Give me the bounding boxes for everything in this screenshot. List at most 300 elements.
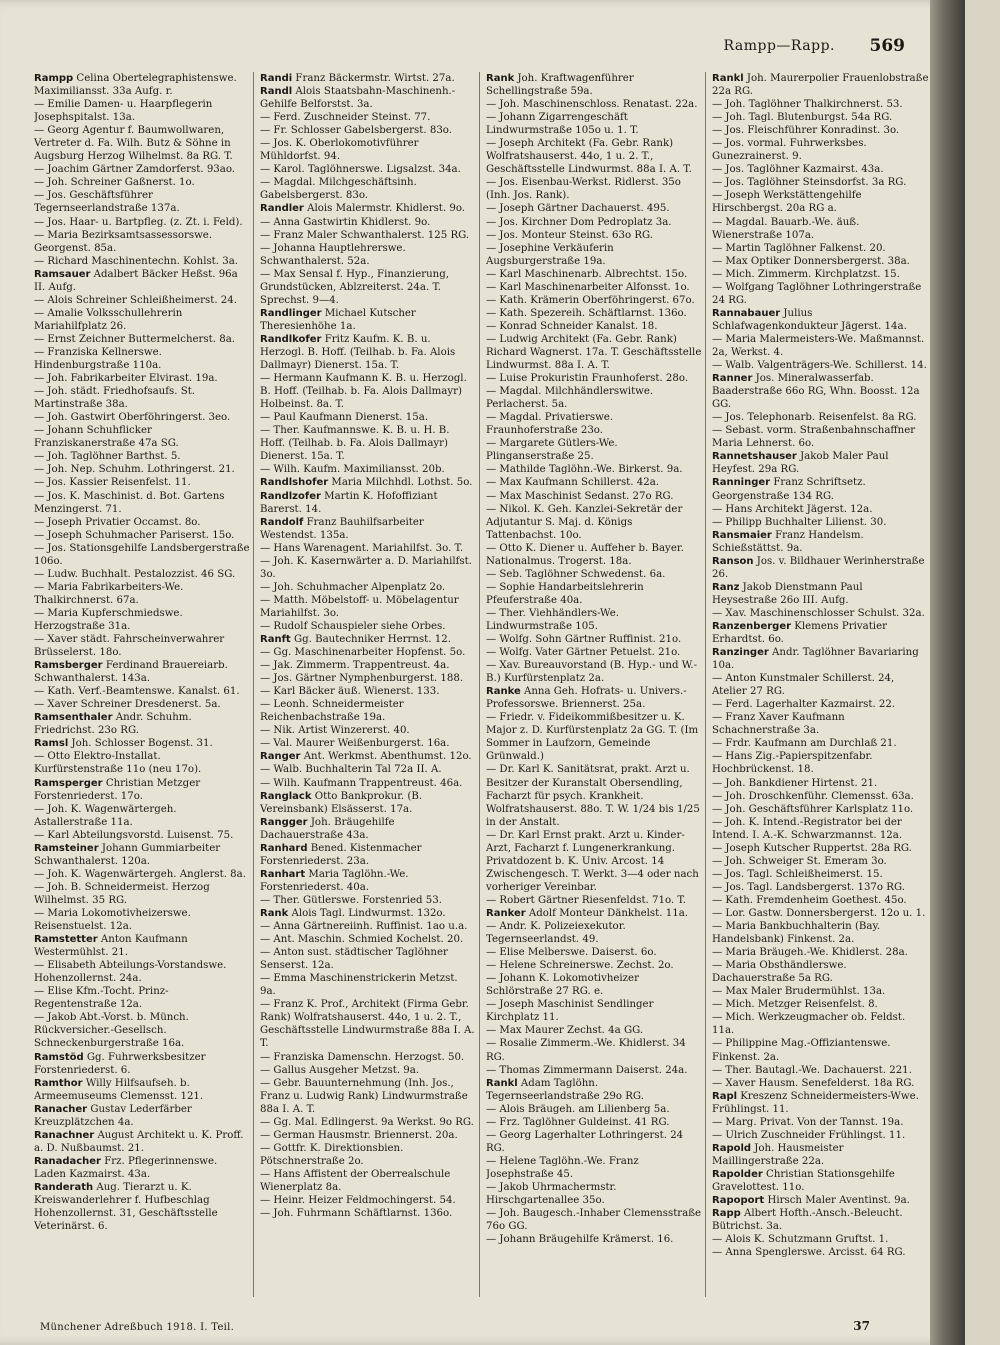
entry-text: Jakob Dienstmann Paul Heysestraße 26o III. Aufg.	[712, 581, 863, 606]
entry-text: — Anton Kunstmaler Schillerst. 24, Atelier 27 RG.	[712, 673, 895, 698]
entry-surname: Randi	[260, 73, 293, 84]
entry-text: — Paul Kaufmann Dienerst. 15a.	[260, 412, 429, 424]
directory-entry	[712, 907, 929, 920]
entry-text: — Kath. Spezereih. Schäftlarnst. 136o.	[486, 307, 687, 319]
directory-entry	[712, 881, 929, 894]
directory-entry	[260, 646, 476, 659]
directory-entry	[712, 868, 929, 881]
entry-text: — Jos. Fleischführer Konradinst. 3o.	[712, 125, 900, 137]
directory-entry	[486, 1064, 702, 1077]
entry-text: — Sophie Handarbeitslehrerin Pfeuferstraße 40a.	[486, 581, 644, 606]
entry-text: Ant. Werkmst. Abenthumst. 12o.	[300, 751, 472, 763]
directory-entry	[486, 268, 702, 281]
entry-text: — Richard Maschinentechn. Kohlst. 3a.	[34, 255, 239, 267]
entry-text: — Kath. Krämerin Oberföhringerst. 67o.	[486, 294, 695, 306]
entry-text: Alois Malermstr. Khidlerst. 9o.	[303, 203, 466, 215]
entry-text: — Ferd. Lagerhalter Kazmairst. 22.	[712, 699, 896, 711]
entry-text: Celina Obertelegraphistenswe. Maximiliansst. 33a Aufg. r.	[34, 73, 237, 98]
entry-text: Bened. Kistenmacher Forstenriederst. 23a.	[260, 842, 422, 867]
entry-text: — Hans Architekt Jägerst. 12a.	[712, 503, 873, 515]
entry-text: Franz Handelsm. Schießstättst. 9a.	[712, 529, 864, 554]
directory-entry	[486, 307, 702, 320]
directory-entry	[712, 411, 929, 424]
entry-text: Joh. Hausmeister Maillingerstraße 22a.	[712, 1142, 844, 1167]
entry-text: — Wilh. Kaufm. Maximiliansst. 20b.	[260, 464, 445, 476]
directory-entry	[260, 463, 476, 476]
entry-surname: Randlkofer	[260, 333, 322, 345]
entry-text: — Luise Prokuristin Fraunhoferst. 28o.	[486, 373, 689, 385]
entry-text: — Rosalie Zimmerm.-We. Khidlerst. 34 RG.	[486, 1038, 686, 1063]
directory-entry	[260, 268, 476, 307]
directory-entry	[486, 490, 702, 503]
directory-entry	[260, 659, 476, 672]
entry-text: — Anton sust. städtischer Taglöhner Senserst. 12a.	[260, 947, 448, 972]
directory-entry	[260, 176, 476, 202]
entry-text: — Joseph Privatier Occamst. 8o.	[34, 516, 201, 528]
entry-surname: Rangger	[260, 816, 308, 828]
entry-text: — Franz K. Prof., Architekt (Firma Gebr. Rank) Wolfratshauserst. 44o, 1 u. 2. T., Geschäftsstelle Lindwurmstraße 88a I. A. T.	[260, 999, 475, 1050]
directory-entry	[34, 568, 250, 581]
entry-text: — Anna Gastwirtin Khidlerst. 9o.	[260, 216, 431, 228]
entry-text: — Elise Kfm.-Tocht. Prinz-Regentenstraße 12a.	[34, 986, 169, 1011]
entry-text: Christian Metzger Forstenriederst. 17o.	[34, 777, 201, 802]
entry-surname: Rank	[260, 908, 289, 919]
entry-text: Fritz Kaufm. K. B. u. Herzogl. B. Hoff. (Teilhab. b. Fa. Alois Dallmayr) Dienerst. 15a. T.	[260, 333, 456, 372]
directory-entry	[712, 698, 929, 711]
directory-entry	[34, 1181, 250, 1233]
entry-text: — Karol. Taglöhnerswe. Ligsalzst. 34a.	[260, 164, 461, 176]
directory-entry	[486, 294, 702, 307]
directory-entry	[260, 111, 476, 124]
entry-text: — Matth. Möbelstoff- u. Möbelagentur Mariahilfst. 3o.	[260, 594, 459, 619]
directory-entry	[486, 229, 702, 242]
directory-entry	[712, 176, 929, 189]
entry-text: — Ludwig Architekt (Fa. Gebr. Rank) Richard Wagnerst. 17a. T. Geschäftsstelle Lindwurmst. 88a I. A. T.	[486, 333, 702, 372]
entry-text: — Rudolf Schauspieler siehe Orbes.	[260, 620, 446, 632]
entry-text: — Gg. Maschinenarbeiter Hopfenst. 5o.	[260, 647, 466, 659]
directory-entry	[712, 1011, 929, 1037]
entry-text: — Karl Bäcker äuß. Wienerst. 133.	[260, 686, 440, 698]
entry-text: — Xav. Bureauvorstand (B. Hyp.- und W.-B.) Kurfürstenplatz 2a.	[486, 660, 698, 685]
directory-entry	[34, 163, 250, 176]
entry-text: — Otto Elektro-Installat. Kurfürstenstraße 11o (neu 17o).	[34, 751, 202, 776]
entry-surname: Rapold	[712, 1142, 752, 1154]
entry-text: — Ant. Maschin. Schmied Kochelst. 20.	[260, 934, 464, 946]
entry-text: — Lor. Gastw. Donnersbergerst. 12o u. 1.	[712, 908, 926, 919]
entry-text: — Dr. Karl Ernst prakt. Arzt u. Kinder-Arzt, Facharzt f. Lungenerkrankung. Privatdozent b. K. Univ. Arcost. 14 Zwischengesch. T. Werkt. 3—4 oder nach vorheriger Vereinbar.	[486, 829, 699, 893]
directory-entry	[486, 1116, 702, 1129]
directory-entry	[486, 372, 702, 385]
directory-entry	[34, 933, 250, 959]
directory-entry	[712, 1246, 929, 1259]
entry-text: Jos. Mineralwasserfab. Baaderstraße 66o RG, Whn. Boosst. 12a GG.	[712, 373, 920, 411]
directory-entry	[260, 777, 476, 790]
directory-entry	[712, 516, 929, 529]
entry-text: — Joh. Schreiner Gaßnerst. 1o.	[34, 177, 195, 189]
entry-text: Aug. Tierarzt u. K. Kreiswanderlehrer f. Hufbeschlag Hohenzollernst. 31, Geschäftsstelle Veterinärst. 6.	[34, 1181, 218, 1233]
directory-entry	[34, 685, 250, 698]
directory-entry	[486, 333, 702, 372]
directory-entry	[260, 698, 476, 724]
entry-text: — Joh. Fabrikarbeiter Elvirast. 19a.	[34, 373, 218, 385]
directory-entry	[34, 216, 250, 229]
directory-entry	[486, 685, 702, 711]
directory-entry	[486, 137, 702, 176]
column-3	[486, 72, 706, 1297]
entry-text: — Helene Taglöhn.-We. Franz Josephstraße 45.	[486, 1155, 639, 1180]
entry-text: Franz Schriftsetz. Georgenstraße 134 RG.	[712, 477, 866, 502]
directory-entry	[712, 450, 929, 476]
entry-surname: Rannabauer	[712, 307, 781, 319]
entry-text: Anton Kaufmann Westermühlst. 21.	[34, 934, 188, 959]
entry-text: — Ther. Gütlerswe. Forstenried 53.	[260, 894, 442, 906]
entry-text: — Helene Schreinerswe. Zechst. 2o.	[486, 960, 674, 972]
entry-text: — Magdal. Milchgeschäftsinh. Gabelsbergerst. 83o.	[260, 177, 417, 202]
entry-text: — Friedr. v. Fideikommißbesitzer u. K. Major z. D. Kurfürstenplatz 2a GG. T. (Im Sommer in Laufzorn, Gemeinde Grünwald.)	[486, 712, 699, 763]
entry-text: Jakob Maler Paul Heyfest. 29a RG.	[712, 451, 889, 476]
directory-entry	[34, 346, 250, 372]
entry-text: — Jos. Kirchner Dom Pedroplatz 3a.	[486, 216, 672, 228]
directory-entry	[34, 411, 250, 424]
directory-entry	[260, 516, 476, 542]
entry-text: — Joh. Taglöhner Thalkirchnerst. 53.	[712, 99, 903, 111]
directory-entry	[34, 490, 250, 516]
directory-entry	[34, 1077, 250, 1103]
directory-entry	[712, 255, 929, 268]
entry-text: — Joseph Kutscher Ruppertst. 28a RG.	[712, 842, 912, 854]
directory-entry	[486, 111, 702, 137]
entry-text: — Walb. Valgenträgers-We. Schillerst. 14.	[712, 360, 927, 372]
entry-text: — Maria Bankbuchhalterin (Bay. Handelsbank) Finkenst. 2a.	[712, 921, 881, 946]
signature-mark: 37	[853, 1319, 870, 1333]
book-binding-edge	[930, 0, 965, 1345]
directory-entry	[712, 816, 929, 842]
entry-text: Gustav Lederfärber Kreuzplätzchen 4a.	[34, 1103, 192, 1128]
directory-entry	[712, 424, 929, 450]
directory-entry	[34, 829, 250, 842]
directory-entry	[486, 568, 702, 581]
entry-text: — Joh. Tagl. Blutenburgst. 54a RG.	[712, 112, 893, 124]
directory-entry	[486, 242, 702, 268]
entry-surname: Ranninger	[712, 477, 771, 489]
entry-text: — Sebast. vorm. Straßenbahnschaffner Maria Lehnerst. 6o.	[712, 425, 916, 450]
entry-text: — Walb. Buchhalterin Tal 72a II. A.	[260, 764, 442, 776]
imprint-footer: Münchener Adreßbuch 1918. I. Teil.	[40, 1322, 235, 1333]
entry-text: — Otto K. Diener u. Auffeher b. Bayer. Nationalmus. Trogerst. 18a.	[486, 542, 684, 567]
directory-entry	[712, 476, 929, 502]
entry-text: — Wilh. Kaufmann Trappentreust. 46a.	[260, 777, 463, 789]
directory-entry	[34, 268, 250, 294]
entry-text: — Elisabeth Abteilungs-Vorstandswe. Hohenzollernst. 24a.	[34, 960, 227, 985]
directory-entry	[34, 777, 250, 803]
entry-surname: Randlzofer	[260, 490, 321, 502]
directory-entry	[260, 998, 476, 1050]
entry-text: — Johann K. Lokomotivheizer Schlörstraße 27 RG. e.	[486, 973, 639, 998]
entry-text: — Joh. B. Schneidermeist. Herzog Wilhelmst. 35 RG.	[34, 881, 210, 906]
entry-surname: Ranz	[712, 581, 740, 593]
entry-surname: Rannetshauser	[712, 451, 797, 463]
page-header	[30, 36, 905, 58]
entry-text: — Alois Schreiner Schleißheimerst. 24.	[34, 294, 238, 306]
entry-text: — Nikol. K. Geh. Kanzlei-Sekretär der Adjutantur S. Maj. d. Königs Tattenbachst. 10o.	[486, 503, 683, 541]
directory-entry	[486, 542, 702, 568]
directory-entry	[712, 72, 929, 98]
directory-entry	[712, 242, 929, 255]
directory-entry	[712, 777, 929, 790]
entry-text: — Frdr. Kaufmann am Durchlaß 21.	[712, 738, 897, 750]
entry-text: — Thomas Zimmermann Daiserst. 24a.	[486, 1064, 688, 1076]
entry-text: — Joseph Werkstättengehilfe Hirschbergst. 20a RG a.	[712, 190, 862, 215]
directory-entry	[34, 476, 250, 489]
directory-entry	[486, 829, 702, 894]
entry-text: — Franziska Kellnerswe. Hindenburgstraße 110a.	[34, 346, 162, 372]
entry-text: — Fr. Schlosser Gabelsbergerst. 83o.	[260, 125, 452, 137]
directory-entry	[260, 1064, 476, 1077]
directory-entry	[486, 972, 702, 998]
entry-text: — Joseph Gärtner Dachauerst. 495.	[486, 203, 670, 215]
entry-text: — Jos. Eisenbau-Werkst. Ridlerst. 35o (Inh. Jos. Rank).	[486, 177, 681, 202]
directory-entry	[260, 1142, 476, 1168]
entry-text: — Martin Taglöhner Falkenst. 20.	[712, 242, 886, 254]
entry-text: — Magdal. Bauarb.-We. äuß. Wienerstraße 107a.	[712, 216, 860, 241]
entry-surname: Ramsauer	[34, 268, 91, 280]
directory-entry	[712, 646, 929, 672]
directory-entry	[712, 607, 929, 620]
directory-entry	[712, 959, 929, 985]
directory-entry	[712, 750, 929, 776]
entry-text: — Joh. K. Intend.-Registrator bei der Intend. I. A.-K. Schwarzmannst. 12a.	[712, 816, 903, 841]
entry-text: — Andr. K. Polizeiexekutor. Tegernseerlandst. 49.	[486, 921, 626, 946]
directory-entry	[34, 542, 250, 568]
entry-text: — Gg. Mal. Edlingerst. 9a Werkst. 9o RG.	[260, 1116, 474, 1128]
entry-surname: Ramstöd	[34, 1051, 84, 1063]
directory-entry	[712, 529, 929, 555]
directory-entry	[34, 333, 250, 346]
directory-entry	[486, 763, 702, 828]
entry-text: — Joh. K. Kasernwärter a. D. Mariahilfst. 3o.	[260, 555, 472, 580]
directory-entry	[34, 750, 250, 776]
directory-entry	[486, 959, 702, 972]
directory-entry	[260, 842, 476, 868]
entry-text: — Jos. Taglöhner Kazmairst. 43a.	[712, 164, 884, 176]
entry-text: — Jos. K. Maschinist. d. Bot. Gartens Menzingerst. 71.	[34, 490, 225, 515]
directory-entry	[712, 137, 929, 163]
directory-entry	[260, 868, 476, 894]
entry-surname: Ramthor	[34, 1077, 83, 1089]
directory-entry	[34, 294, 250, 307]
directory-entry	[712, 1233, 929, 1246]
entry-surname: Ranger	[260, 751, 301, 763]
directory-entry	[486, 463, 702, 476]
entry-text: Otto Bankprokur. (B. Vereinsbank) Elsässerst. 17a.	[260, 790, 423, 815]
directory-entry	[260, 333, 476, 372]
directory-entry	[260, 1194, 476, 1207]
directory-entry	[486, 1181, 702, 1207]
entry-surname: Rampp	[34, 73, 74, 84]
entry-text: — Wolfg. Vater Gärtner Petuelst. 21o.	[486, 647, 681, 659]
directory-entry	[260, 1051, 476, 1064]
column-4	[712, 72, 932, 1297]
directory-entry	[712, 711, 929, 737]
entry-surname: Ransmaier	[712, 529, 772, 541]
directory-entry	[712, 1090, 929, 1116]
directory-entry	[712, 920, 929, 946]
directory-entry	[486, 1037, 702, 1063]
directory-entry	[712, 803, 929, 816]
entry-text: — Elise Melberswe. Daiserst. 6o.	[486, 947, 657, 959]
entry-text: — Alois Bräugeh. am Lilienberg 5a.	[486, 1103, 670, 1115]
directory-entry	[34, 737, 250, 750]
column-1	[34, 72, 254, 1297]
directory-entry	[34, 1103, 250, 1129]
directory-entry	[712, 124, 929, 137]
entry-text: — Joh. Gastwirt Oberföhringerst. 3eo.	[34, 412, 231, 424]
directory-entry	[260, 229, 476, 242]
entry-text: Anna Geh. Hofrats- u. Univers.-Professorswe. Briennerst. 25a.	[486, 686, 687, 711]
entry-text: Gg. Fuhrwerksbesitzer Forstenriederst. 6.	[34, 1051, 206, 1076]
entry-text: — Gallus Ausgeher Metzst. 9a.	[260, 1064, 420, 1076]
entry-text: — Jos. K. Oberlokomotivführer Mühldorfst. 94.	[260, 138, 419, 163]
entry-text: Johann Gummiarbeiter Schwanthalerst. 120a.	[34, 842, 221, 867]
directory-entry	[712, 1129, 929, 1142]
directory-entry	[712, 737, 929, 750]
entry-text: Adolf Monteur Dänkhelst. 11a.	[525, 908, 689, 919]
entry-surname: Ranzinger	[712, 647, 769, 659]
entry-surname: Ranker	[486, 908, 526, 919]
entry-text: — Ernst Zeichner Buttermelcherst. 8a.	[34, 333, 236, 345]
entry-surname: Ranner	[712, 373, 753, 385]
directory-entry	[712, 359, 929, 372]
entry-text: — Joh. Droschkenführ. Clemensst. 63a.	[712, 790, 914, 802]
entry-surname: Ranft	[260, 634, 291, 646]
entry-text: — Jos. Kassier Reisenfelst. 11.	[34, 477, 191, 489]
entry-text: — Mathilde Taglöhn.-We. Birkerst. 9a.	[486, 464, 683, 476]
entry-text: — Franz Xaver Kaufmann Schachnerstraße 3a.	[712, 712, 845, 737]
directory-entry	[712, 98, 929, 111]
entry-surname: Ranadacher	[34, 1155, 101, 1167]
entry-text: — Maria Obsthändlerswe. Dachauerstraße 5a RG.	[712, 960, 847, 985]
directory-entry	[712, 672, 929, 698]
directory-entry	[34, 189, 250, 215]
entry-text: — Jos. vormal. Fuhrwerksbes. Gunezrainerst. 9.	[712, 138, 867, 163]
directory-entry	[712, 1207, 929, 1233]
entry-text: — Ther. Bautagl.-We. Dachauerst. 221.	[712, 1064, 912, 1076]
entry-text: — Ther. Viehhändlers-We. Lindwurmstraße 105.	[486, 607, 619, 632]
entry-text: Franz Bauhilfsarbeiter Westendst. 135a.	[260, 516, 424, 541]
directory-entry	[712, 581, 929, 607]
entry-text: Klemens Privatier Erhardtst. 6o.	[712, 620, 887, 646]
entry-surname: Ranhart	[260, 868, 306, 880]
directory-entry	[712, 894, 929, 907]
directory-entry	[712, 790, 929, 803]
entry-text: Maria Milchhdl. Lothst. 5o.	[328, 477, 473, 489]
entry-text: Maria Taglöhn.-We. Forstenriederst. 40a.	[260, 868, 409, 893]
entry-text: — Philipp Buchhalter Lilienst. 30.	[712, 516, 887, 528]
entry-surname: Ramsenthaler	[34, 712, 113, 724]
entry-surname: Rapoport	[712, 1195, 765, 1207]
entry-surname: Ranacher	[34, 1103, 88, 1115]
directory-entry	[34, 1051, 250, 1077]
directory-entry	[486, 581, 702, 607]
entry-text: — Wolfg. Sohn Gärtner Ruffinist. 21o.	[486, 634, 682, 646]
directory-entry	[260, 672, 476, 685]
directory-entry	[260, 490, 476, 516]
entry-text: — Max Maurer Zechst. 4a GG.	[486, 1025, 644, 1037]
entry-text: Frz. Pflegerinnenswe. Laden Kazmairst. 43a.	[34, 1155, 218, 1180]
directory-entry	[34, 1129, 250, 1155]
directory-entry	[712, 307, 929, 333]
entry-text: — Jos. Monteur Steinst. 63o RG.	[486, 229, 654, 241]
entry-text: Joh. Kraftwagenführer Schellingstraße 59a.	[486, 73, 634, 98]
directory-entry	[34, 529, 250, 542]
directory-entry	[712, 1116, 929, 1129]
directory-entry	[260, 424, 476, 463]
directory-entry	[712, 842, 929, 855]
directory-entry	[712, 372, 929, 411]
entry-text: — Kath. Fremdenheim Goethest. 45o.	[712, 894, 907, 906]
entry-text: — Franziska Damenschn. Herzogst. 50.	[260, 1051, 465, 1063]
entry-surname: Rapl	[712, 1090, 738, 1102]
entry-text: — Marg. Privat. Von der Tannst. 19a.	[712, 1116, 904, 1128]
entry-text: — Jos. Tagl. Schleißheimerst. 15.	[712, 868, 883, 880]
directory-entry	[34, 516, 250, 529]
entry-text: — Georg Agentur f. Baumwollwaren, Vertreter d. Fa. Wilh. Butz & Söhne in Augsburg Herzog Wilhelmst. 8a RG. T.	[34, 125, 233, 163]
directory-entry	[486, 633, 702, 646]
directory-entry	[486, 216, 702, 229]
directory-entry	[712, 1077, 929, 1090]
directory-entry	[34, 633, 250, 659]
entry-surname: Rapolder	[712, 1168, 763, 1180]
entry-text: Hirsch Maler Aventinst. 9a.	[764, 1195, 910, 1207]
entry-text: — Karl Maschinenarb. Albrechtst. 15o.	[486, 268, 688, 280]
directory-entry	[260, 946, 476, 972]
directory-entry	[34, 463, 250, 476]
entry-text: — Emma Maschinenstrickerin Metzst. 9a.	[260, 973, 458, 998]
entry-text: — Anna Spenglerswe. Arcisst. 64 RG.	[712, 1247, 906, 1259]
entry-text: Gg. Bautechniker Herrnst. 12.	[290, 634, 451, 646]
directory-entry	[486, 320, 702, 333]
entry-text: — Hans Affistent der Oberrealschule Wienerplatz 8a.	[260, 1168, 451, 1193]
entry-text: — Xaver Hausm. Senefelderst. 18a RG.	[712, 1077, 915, 1089]
entry-text: — Max Maschinist Sedanst. 27o RG.	[486, 490, 674, 502]
entry-text: — Max Kaufmann Schillerst. 42a.	[486, 477, 660, 489]
directory-entry	[260, 1116, 476, 1129]
entry-text: — Joh. Schweiger St. Emeram 3o.	[712, 855, 887, 867]
entry-text: — Joh. Geschäftsführer Karlsplatz 11o.	[712, 803, 914, 815]
entry-surname: Ranke	[486, 686, 521, 698]
entry-text: — Joseph Maschinist Sendlinger Kirchplatz 11.	[486, 999, 654, 1024]
entry-text: — Maria Fabrikarbeiters-We. Thalkirchnerst. 67a.	[34, 581, 184, 606]
directory-entry	[712, 1194, 929, 1207]
entry-surname: Ranglack	[260, 790, 312, 802]
entry-text: — Joh. Maschinenschloss. Renatast. 22a.	[486, 99, 698, 111]
directory-entry	[260, 1168, 476, 1194]
entry-text: — Joh. Nep. Schuhm. Lothringerst. 21.	[34, 464, 235, 476]
entry-text: — Josephine Verkäuferin Augsburgerstraße 19a.	[486, 242, 614, 267]
entry-text: — Hans Zig.-Papierspitzenfabr. Hochbrückenst. 18.	[712, 751, 873, 776]
entry-text: — Maria Kupferschmiedswe. Herzogstraße 31a.	[34, 607, 183, 632]
entry-text: August Architekt u. K. Proff. a. D. Nußbaumst. 21.	[34, 1129, 244, 1154]
directory-entry	[34, 842, 250, 868]
directory-entry	[486, 503, 702, 542]
directory-entry	[260, 972, 476, 998]
directory-entry	[34, 385, 250, 411]
entry-text: — Joachim Gärtner Zamdorferst. 93ao.	[34, 164, 236, 176]
entry-text: Christian Stationsgehilfe Gravelottest. 11o.	[712, 1168, 895, 1193]
directory-entry	[34, 307, 250, 333]
directory-entry	[34, 255, 250, 268]
entry-text: — Alois K. Schutzmann Gruftst. 1.	[712, 1234, 889, 1246]
